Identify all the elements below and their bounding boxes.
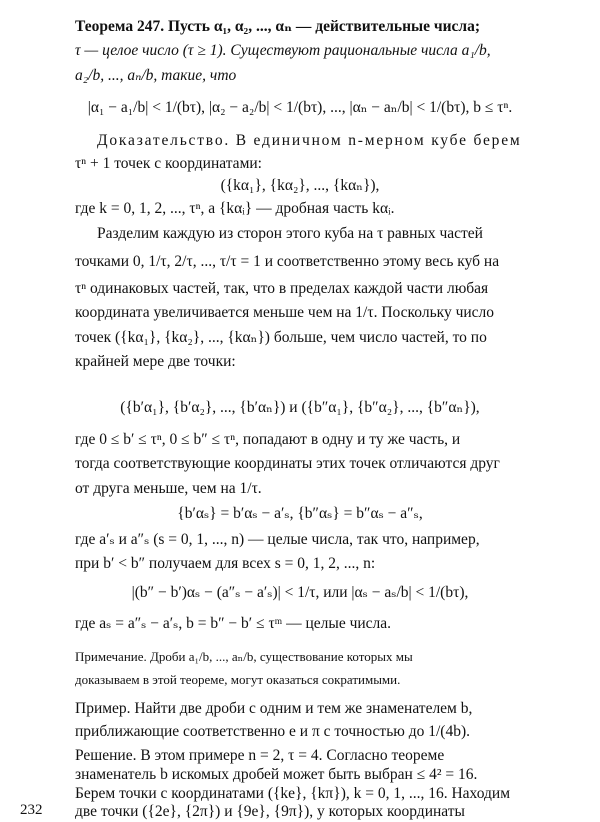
text-line: крайней мере две точки:: [75, 353, 236, 370]
text-line: где a′ₛ и a″ₛ (s = 0, 1, ..., n) — целые числа, так что, например,: [75, 531, 480, 548]
text-line: от друга меньше, чем на 1/τ.: [75, 480, 262, 497]
text-line: координата увеличивается меньше чем на 1/τ. Поскольку число: [75, 304, 495, 321]
display-formula: |α₁ − a₁/b| < 1/(bτ), |α₂ − a₂/b| < 1/(bτ), ..., |αₙ − aₙ/b| < 1/(bτ), b ≤ τⁿ.: [87, 99, 513, 116]
text-line: где k = 0, 1, 2, ..., τⁿ, а {kαᵢ} — дробная часть kαᵢ.: [75, 200, 395, 217]
solution-line: две точки ({2e}, {2π}) и {9e}, {9π}), у которых координаты: [75, 803, 465, 820]
note-line: Примечание. Дроби a₁/b, ..., aₙ/b, существование которых мы: [75, 649, 413, 664]
display-formula: ({kα₁}, {kα₂}, ..., {kαₙ}),: [220, 177, 380, 194]
text-line: где aₛ = a″ₛ − a′ₛ, b = b″ − b′ ≤ τᵐ — целые числа.: [75, 615, 392, 632]
text-line: τⁿ + 1 точек с координатами:: [75, 155, 262, 172]
text-line: τⁿ одинаковых частей, так, что в пределах каждой части любая: [75, 280, 489, 297]
theorem-statement-line: Теорема 247. Пусть α₁, α₂, ..., αₙ — действительные числа;: [75, 18, 481, 35]
display-formula: ({b′α₁}, {b′α₂}, ..., {b′αₙ}) и ({b″α₁}, {b″α₂}, ..., {b″αₙ}),: [120, 399, 480, 416]
theorem-statement-line: a₂/b, ..., aₙ/b, такие, что: [75, 67, 237, 84]
theorem-statement-line: τ — целое число (τ ≥ 1). Существуют рациональные числа a₁/b,: [75, 42, 491, 59]
text-line: точками 0, 1/τ, 2/τ, ..., τ/τ = 1 и соответственно этому весь куб на: [75, 253, 500, 270]
example-line: Пример. Найти две дроби с одним и тем же знаменателем b,: [75, 700, 473, 717]
display-formula: {b′αₛ} = b′αₛ − a′ₛ, {b″αₛ} = b″αₛ − a″ₛ,: [177, 505, 423, 522]
display-formula: |(b″ − b′)αₛ − (a″ₛ − a′ₛ)| < 1/τ, или |αₛ − aₛ/b| < 1/(bτ),: [131, 584, 469, 601]
text-line: тогда соответствующие координаты этих точек отличаются друг: [75, 455, 500, 472]
proof-heading-line: Доказательство. В единичном n-мерном кубе берем: [97, 132, 522, 149]
solution-line: знаменатель b искомых дробей может быть выбран ≤ 4² = 16.: [75, 766, 478, 783]
text-line: точек ({kα₁}, {kα₂}, ..., {kαₙ}) больше, чем число частей, то по: [75, 329, 487, 346]
page-number: 232: [20, 802, 43, 818]
text-line: Разделим каждую из сторон этого куба на τ равных частей: [97, 225, 483, 242]
text-line: где 0 ≤ b′ ≤ τⁿ, 0 ≤ b″ ≤ τⁿ, попадают в одну и ту же часть, и: [75, 431, 461, 448]
text-line: при b′ < b″ получаем для всех s = 0, 1, 2, ..., n:: [75, 555, 376, 572]
example-line: приближающие соответственно e и π с точностью до 1/(4b).: [75, 723, 470, 740]
solution-line: Берем точки с координатами ({ke}, {kπ}), k = 0, 1, ..., 16. Находим: [75, 785, 511, 802]
solution-line: Решение. В этом примере n = 2, τ = 4. Согласно теореме: [75, 747, 445, 764]
note-line: доказываем в этой теореме, могут оказаться сократимыми.: [75, 672, 401, 687]
